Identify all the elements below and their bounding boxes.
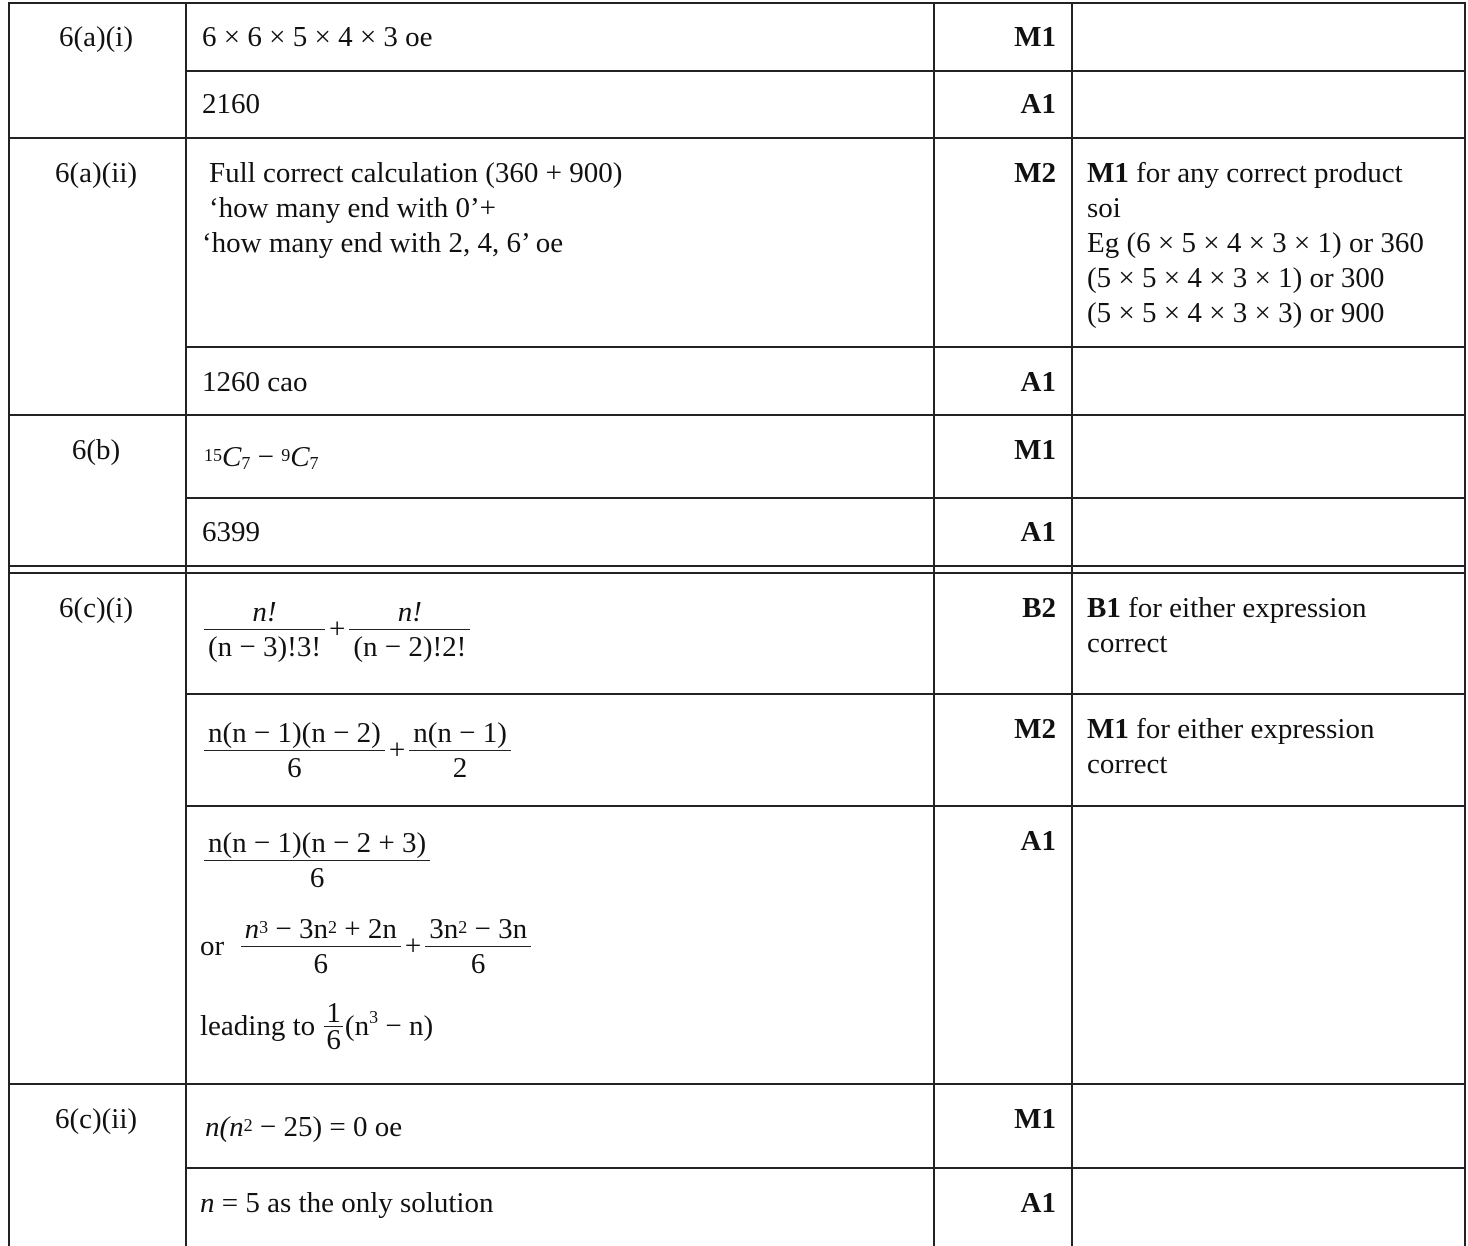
mark-code: B2 <box>1022 592 1056 624</box>
mark-code: M2 <box>1014 713 1056 745</box>
mark-code: A1 <box>1020 366 1056 398</box>
question-number: 6(b) <box>71 434 121 466</box>
answer-expression-alt: or $\frac{n^3 - 3n^2 + 2n}{6}$ + $\frac{3n^2 - 3n}{6}$ <box>200 912 533 981</box>
guidance-text: B1 for either expression <box>1087 592 1367 624</box>
question-number: 6(a)(i) <box>58 21 134 53</box>
mark-code: A1 <box>1020 516 1056 548</box>
guidance-text: M1 for any correct product <box>1087 157 1403 189</box>
question-number: 6(c)(ii) <box>54 1103 138 1135</box>
answer-expression: $n(n^2 - 25) = 0$ oe <box>205 1111 403 1143</box>
guidance-line: soi <box>1087 192 1121 224</box>
answer-expression: $\frac{n!}{(n - 3)!3!}$ + $\frac{n!}{(n - 2)!2!}$ <box>202 595 472 664</box>
mark-code: M2 <box>1014 157 1056 189</box>
mark-code: M1 <box>1014 1103 1056 1135</box>
guidance-line: (5 × 5 × 4 × 3 × 3) or 900 <box>1087 297 1385 329</box>
answer-text: 2160 <box>202 88 260 120</box>
guidance-line: correct <box>1087 627 1168 659</box>
answer-text: n = 5 as the only solution <box>200 1187 494 1219</box>
mark-code: M1 <box>1014 434 1056 466</box>
answer-text: 1260 cao <box>202 366 308 398</box>
mark-code: A1 <box>1020 1187 1056 1219</box>
answer-line: ‘how many end with 2, 4, 6’ oe <box>202 227 564 259</box>
answer-expression: $^{15}C_7 - ^9C_7$ <box>204 441 319 473</box>
guidance-line: Eg (6 × 5 × 4 × 3 × 1) or 360 <box>1087 227 1424 259</box>
question-number: 6(c)(i) <box>58 592 134 624</box>
answer-conclusion: leading to $\frac{1}{6}$ $(n^3 - n)$ <box>200 997 434 1056</box>
answer-expression: $\frac{n(n - 1)(n - 2 + 3)}{6}$ <box>202 826 432 895</box>
answer-text: 6399 <box>202 516 260 548</box>
question-number: 6(a)(ii) <box>54 157 138 189</box>
guidance-line: (5 × 5 × 4 × 3 × 1) or 300 <box>1087 262 1385 294</box>
mark-code: A1 <box>1020 825 1056 857</box>
answer-line: Full correct calculation (360 + 900) <box>209 157 623 189</box>
answer-line: ‘how many end with 0’+ <box>209 192 496 224</box>
mark-code: A1 <box>1020 88 1056 120</box>
mark-code: M1 <box>1014 21 1056 53</box>
answer-expression: $\frac{n(n - 1)(n - 2)}{6}$ + $\frac{n(n - 1)}{2}$ <box>202 716 513 785</box>
answer-text: 6 × 6 × 5 × 4 × 3 oe <box>202 21 433 53</box>
guidance-text: M1 for either expression <box>1087 713 1375 745</box>
guidance-line: correct <box>1087 748 1168 780</box>
